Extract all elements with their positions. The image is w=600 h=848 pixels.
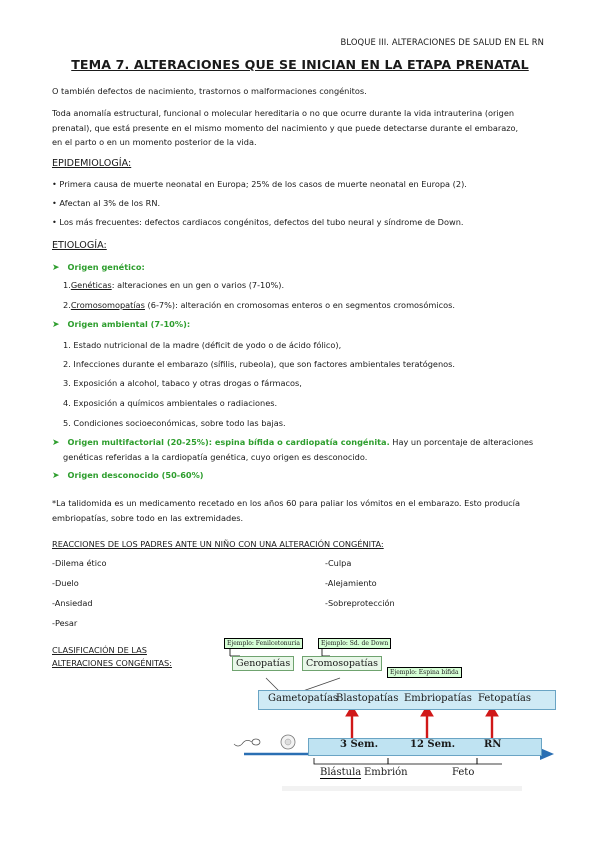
arrow-bullet-icon: ➤ — [52, 320, 60, 330]
example-label: Ejemplo: Espina bífida — [387, 667, 462, 678]
genetico-item-2: 2.Cromosomopatías (6-7%): alteración en cromosomas enteros o en segmentos cromosómicos. — [63, 300, 455, 310]
blastopatias-label: Blastopatías — [336, 693, 399, 704]
stage-feto: Feto — [452, 767, 475, 778]
ambiental-item: 2. Infecciones durante el embarazo (sífilis, rubeola), que son factores ambientales teratógenos. — [63, 359, 456, 369]
reaccion-item: -Dilema ético — [52, 558, 107, 568]
arrow-bullet-icon: ➤ — [52, 263, 60, 273]
epidemiologia-item: • Afectan al 3% de los RN. — [52, 198, 161, 208]
ambiental-item: 1. Estado nutricional de la madre (déficit de yodo o de ácido fólico), — [63, 340, 342, 350]
origen-desconocido: ➤ Origen desconocido (50-60%) — [52, 470, 204, 481]
timeline-12sem: 12 Sem. — [410, 739, 456, 750]
clasificacion-diagram — [222, 634, 562, 794]
origen-multifactorial: ➤ Origen multifactorial (20-25%): espina bífida o cardiopatía congénita. Hay un porcentaje de alteraciones genéticas referidas a la cardiopatía genética, cuyo origen es desconocido. — [52, 437, 534, 462]
section-heading-etiologia: ETIOLOGÍA: — [52, 240, 107, 251]
epidemiologia-item: • Primera causa de muerte neonatal en Europa; 25% de los casos de muerte neonatal en Europa (2). — [52, 179, 467, 189]
ambiental-item: 4. Exposición a químicos ambientales o radiaciones. — [63, 398, 278, 408]
genopatias-box: Genopatías — [232, 656, 294, 671]
stage-blastula: Blástula — [320, 767, 362, 778]
intro-paragraph-2: Toda anomalía estructural, funcional o molecular hereditaria o no que ocurre durante la vida intrauterina (origen prenatal), que está presente en el mismo momento del nacimiento y que puede detectarse durante el embarazo, en el parto o en un momento posterior de la vida. — [52, 108, 519, 147]
reaccion-item: -Duelo — [52, 578, 79, 588]
intro-paragraph-1: O también defectos de nacimiento, trastornos o malformaciones congénitos. — [52, 86, 367, 96]
talidomida-note: *La talidomida es un medicamento recetado en los años 60 para paliar los vómitos en el embarazo. Esto producía embriopatías, sobre todo en las extremidades. — [52, 498, 520, 523]
arrow-bullet-icon: ➤ — [52, 471, 60, 481]
epidemiologia-item: • Los más frecuentes: defectos cardiacos congénitos, defectos del tubo neural y síndrome de Down. — [52, 217, 464, 227]
ovum-icon — [281, 735, 295, 749]
section-heading-reacciones: REACCIONES DE LOS PADRES ANTE UN NIÑO CON UNA ALTERACIÓN CONGÉNITA: — [52, 539, 384, 549]
page-title: TEMA 7. ALTERACIONES QUE SE INICIAN EN LA ETAPA PRENATAL — [71, 57, 529, 72]
reaccion-item: -Pesar — [52, 618, 78, 628]
reaccion-item: -Alejamiento — [325, 578, 377, 588]
embriopatias-label: Embriopatías — [404, 693, 472, 704]
reaccion-item: -Ansiedad — [52, 598, 93, 608]
ambiental-item: 3. Exposición a alcohol, tabaco y otras drogas o fármacos, — [63, 378, 302, 388]
example-label: Ejemplo: Sd. de Down — [318, 638, 391, 649]
example-label: Ejemplo: Fenilcetonuria — [224, 638, 303, 649]
ambiental-item: 5. Condiciones socioeconómicas, sobre todo las bajas. — [63, 418, 286, 428]
arrow-bullet-icon: ➤ — [52, 438, 60, 448]
cromosopatias-box: Cromosopatías — [302, 656, 382, 671]
timeline-rn: RN — [484, 739, 502, 750]
timeline-3sem: 3 Sem. — [340, 739, 379, 750]
origen-ambiental: ➤ Origen ambiental (7-10%): — [52, 319, 191, 330]
running-header: BLOQUE III. ALTERACIONES DE SALUD EN EL RN — [340, 37, 544, 47]
reaccion-item: -Sobreprotección — [325, 598, 395, 608]
gametopatias-label: Gametopatías — [268, 693, 339, 704]
stage-embrion: Embrión — [364, 767, 408, 778]
red-arrows — [346, 706, 498, 738]
sperm-icon — [234, 739, 260, 746]
origen-genetico: ➤ Origen genético: — [52, 262, 145, 273]
section-heading-epidemiologia: EPIDEMIOLOGÍA: — [52, 158, 132, 169]
section-heading-clasificacion: CLASIFICACIÓN DE LAS ALTERACIONES CONGÉNITAS: — [52, 645, 172, 668]
genetico-item-1: 1.Genéticas: alteraciones en un gen o varios (7-10%). — [63, 280, 285, 290]
reaccion-item: -Culpa — [325, 558, 352, 568]
fetopatias-label: Fetopatías — [478, 693, 532, 704]
